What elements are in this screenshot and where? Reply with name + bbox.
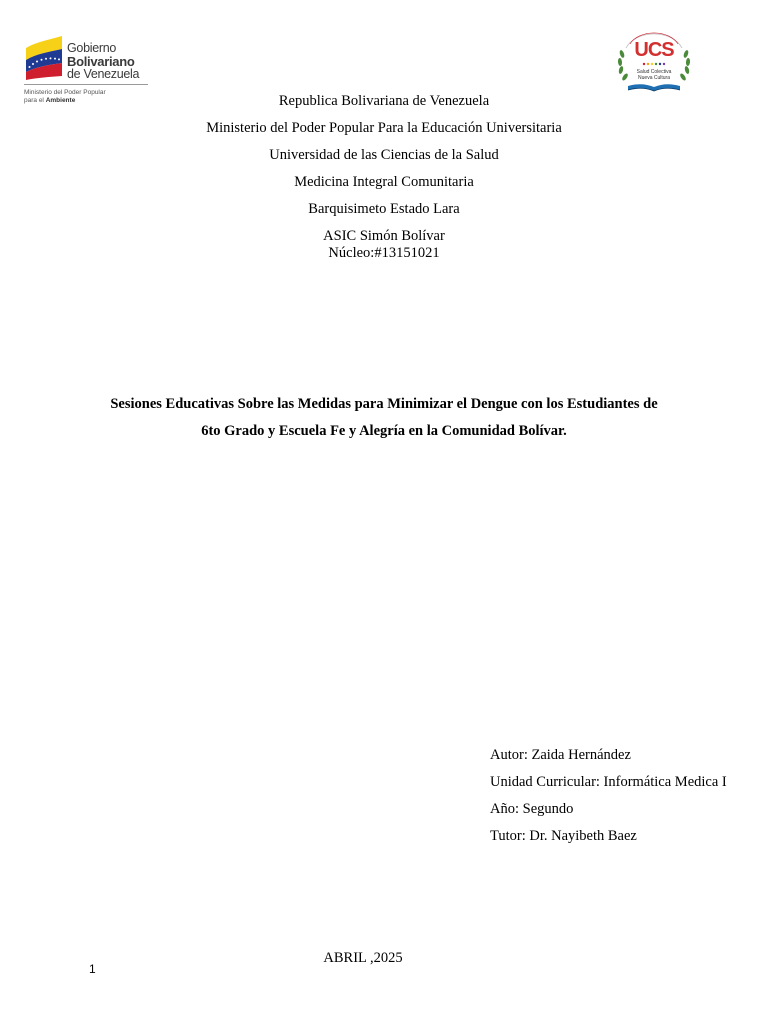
ucs-left-words: Salud Colectiva [636,69,672,75]
gov-logo-wordmark [67,42,139,81]
document-date: ABRIL ,2025 [323,950,403,966]
ucs-right-words: Nueva Cultura [638,75,670,81]
gov-logo-sub2-bold: Ambiente [45,96,76,104]
header-line-republic: Republica Bolivariana de Venezuela [278,93,490,109]
gov-logo-divider [24,84,148,85]
venezuela-flag-icon [24,34,64,80]
header-line-ministry: Ministerio del Poder Popular Para la Educación Universitaria [206,120,562,136]
header-line-asic: ASIC Simón Bolívar [323,228,445,244]
document-title-line2: 6to Grado y Escuela Fe y Alegría en la Comunidad Bolívar. [201,423,567,439]
header-line-university: Universidad de las Ciencias de la Salud [269,147,499,163]
header-line-nucleo: Núcleo:#13151021 [328,245,440,261]
document-title-line1: Sesiones Educativas Sobre las Medidas para Minimizar el Dengue con los Estudiantes de [110,396,658,412]
tutor-line: Tutor: Dr. Nayibeth Baez [490,828,637,844]
ucs-bottom-words [634,69,674,81]
header-line-program: Medicina Integral Comunitaria [294,174,474,190]
gov-logo-line1: Gobierno [67,41,117,55]
gov-logo-sub1: Ministerio del Poder Popular [24,89,106,96]
gov-logo-sub2-prefix: para el [24,96,46,104]
ucs-acronym: UCS [634,39,674,61]
page-number: 1 [89,962,96,976]
header-line-location: Barquisimeto Estado Lara [308,201,460,217]
gov-logo-line2: Bolivariano [67,54,135,69]
course-line: Unidad Curricular: Informática Medica I [490,774,727,790]
year-line: Año: Segundo [490,801,574,817]
author-line: Autor: Zaida Hernández [490,747,631,763]
ucs-university-logo [612,24,696,96]
gov-logo-line3: de Venezuela [67,67,140,81]
